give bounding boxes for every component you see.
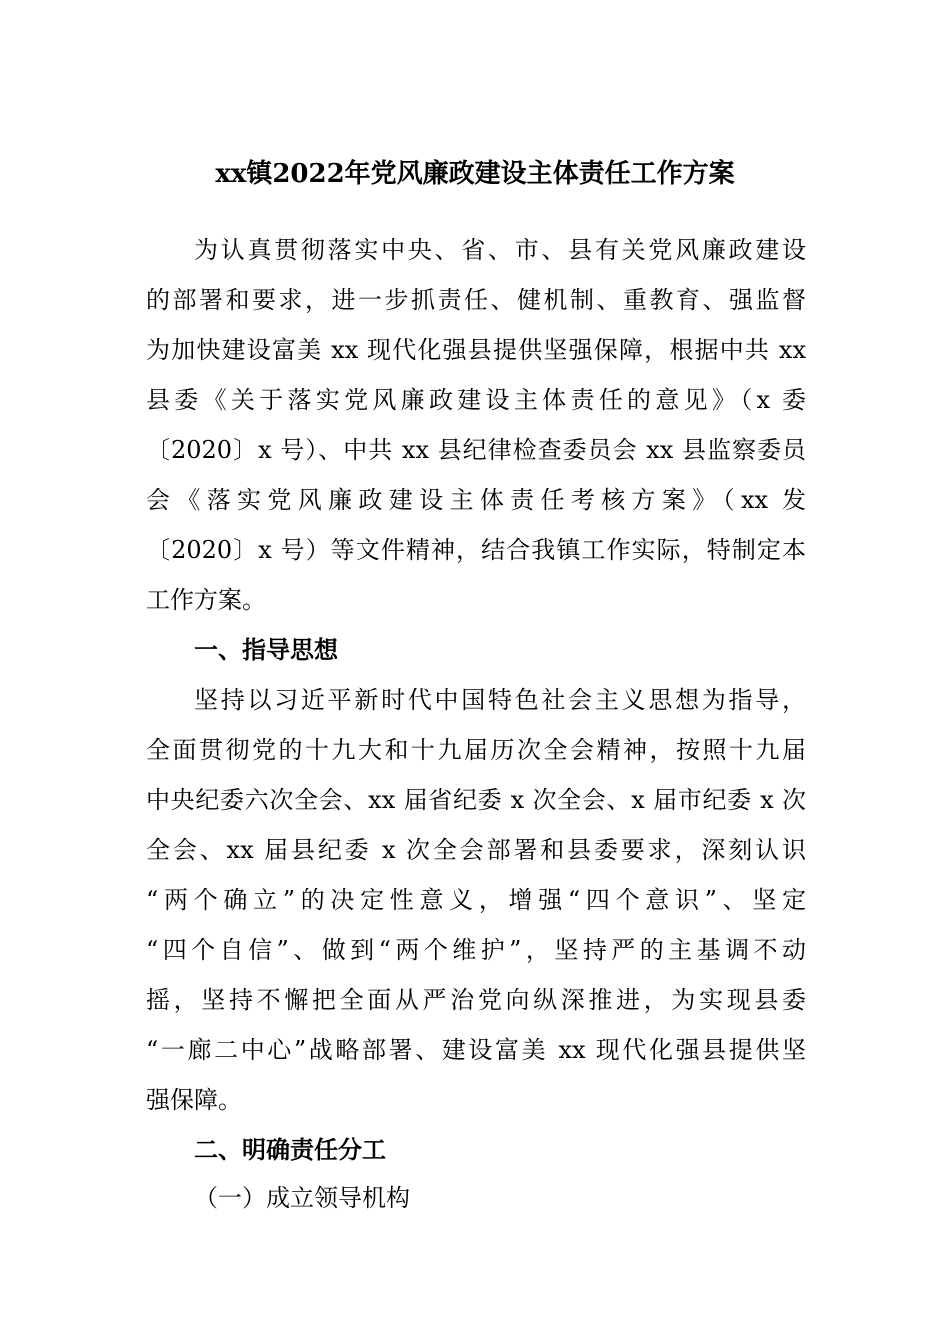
section1-line: “四个自信”、做到“两个维护”，坚持严的主基调不动	[146, 936, 806, 964]
intro-line: 〔2020〕x 号）、中共 xx 县纪律检查委员会 xx 县监察委员	[146, 436, 806, 464]
section1-line: 全会、xx 届县纪委 x 次全会部署和县委要求，深刻认识	[146, 836, 806, 864]
section1-line: 中央纪委六次全会、xx 届省纪委 x 次全会、x 届市纪委 x 次	[146, 786, 806, 814]
document-title: xx镇2022年党风廉政建设主体责任工作方案	[215, 159, 735, 189]
section1-line: “两个确立”的决定性意义，增强“四个意识”、坚定	[146, 886, 806, 914]
subsection-heading-leadership: （一）成立领导机构	[194, 1184, 410, 1212]
intro-line: 为认真贯彻落实中央、省、市、县有关党风廉政建设	[194, 236, 806, 264]
section-heading-guiding-ideology: 一、指导思想	[194, 636, 338, 664]
section1-line: 全面贯彻党的十九大和十九届历次全会精神，按照十九届	[146, 736, 806, 764]
section1-line: 强保障。	[146, 1086, 242, 1114]
section1-line: “一廊二中心”战略部署、建设富美 xx 现代化强县提供坚	[146, 1036, 806, 1064]
intro-line: 县委《关于落实党风廉政建设主体责任的意见》（x 委	[146, 386, 806, 414]
intro-line: 会《落实党风廉政建设主体责任考核方案》（xx 发	[146, 486, 806, 514]
section1-line: 摇，坚持不懈把全面从严治党向纵深推进，为实现县委	[146, 986, 806, 1014]
section1-line: 坚持以习近平新时代中国特色社会主义思想为指导，	[194, 686, 806, 714]
intro-line: 为加快建设富美 xx 现代化强县提供坚强保障，根据中共 xx	[146, 336, 806, 364]
section-heading-responsibilities: 二、明确责任分工	[194, 1136, 386, 1164]
intro-line: 工作方案。	[146, 586, 266, 614]
intro-line: 〔2020〕x 号）等文件精神，结合我镇工作实际，特制定本	[146, 536, 806, 564]
intro-line: 的部署和要求，进一步抓责任、健机制、重教育、强监督	[146, 286, 806, 314]
